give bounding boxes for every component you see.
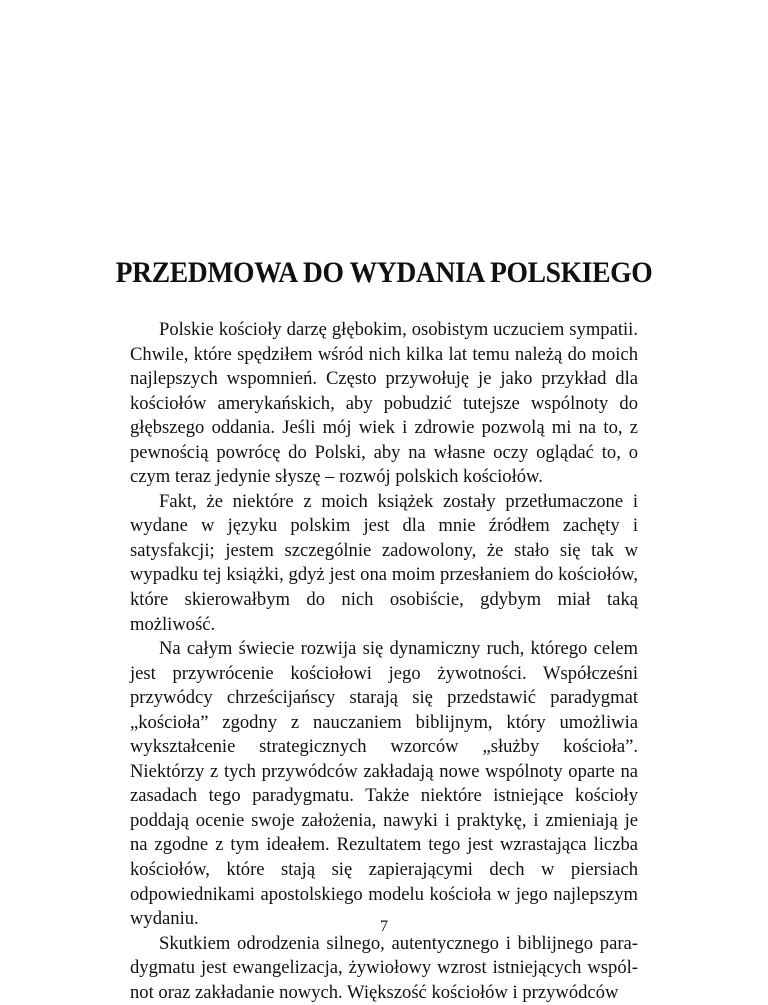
chapter-title: PRZEDMOWA DO WYDANIA POLSKIEGO (115, 256, 653, 289)
paragraph-3: Na całym świecie rozwija się dynamiczny ruch, którego celem jest przywrócenie kościołowi jego żywotności. Współcześni przywódcy chrześcijańscy starają się przedstawić paradygmat „kościoła” zgodny z nauczaniem biblijnym, który umożliwia wykształcenie strategicznych wzorców „służby kościoła”. Niektórzy z tych przywódców zakładają nowe wspólnoty oparte na zasadach tego paradygmatu. Także niektóre istniejące kościoły poddają ocenie swoje założenia, nawyki i praktykę, i zmieniają je na zgodne z tym ideałem. Rezultatem tego jest wzrastająca liczba kościołów, które stają się zapierającymi dech w piersiach odpowiednikami apostolskiego modelu kościoła w jego najlepszym wydaniu. (130, 638, 638, 930)
body-text (130, 318, 638, 1005)
paragraph-2: Fakt, że niektóre z moich książek zostały przetłumaczone i wydane w języku polskim jest dla mnie źródłem zachęty i satysfakcji; jestem szczególnie zadowolony, że stało się tak w wypadku tej książki, gdyż jest ona moim przesłaniem do kościołów, które skierowałbym do nich osobiście, gdybym miał taką możliwość. (130, 490, 638, 635)
paragraph-1: Polskie kościoły darzę głębokim, osobistym uczuciem sympatii. Chwile, które spędziłem wśród nich kilka lat temu należą do moich najlepszych wspomnień. Często przywołuję je jako przykład dla kościołów amerykańskich, aby pobudzić tutejsze wspólnoty do głębszego oddania. Jeśli mój wiek i zdrowie pozwolą mi na to, z pewnością powrócę do Polski, aby na własne oczy oglądać to, o czym teraz jedynie słyszę – rozwój polskich kościołów. (130, 319, 638, 488)
paragraph-4: Skutkiem odrodzenia silnego, autentycznego i biblijnego paradygmatu jest ewangelizacja, żywiołowy wzrost istniejących wspólnot oraz zakładanie nowych. Większość kościołów i przywódców (130, 932, 638, 1003)
page-number: 7 (380, 918, 388, 935)
